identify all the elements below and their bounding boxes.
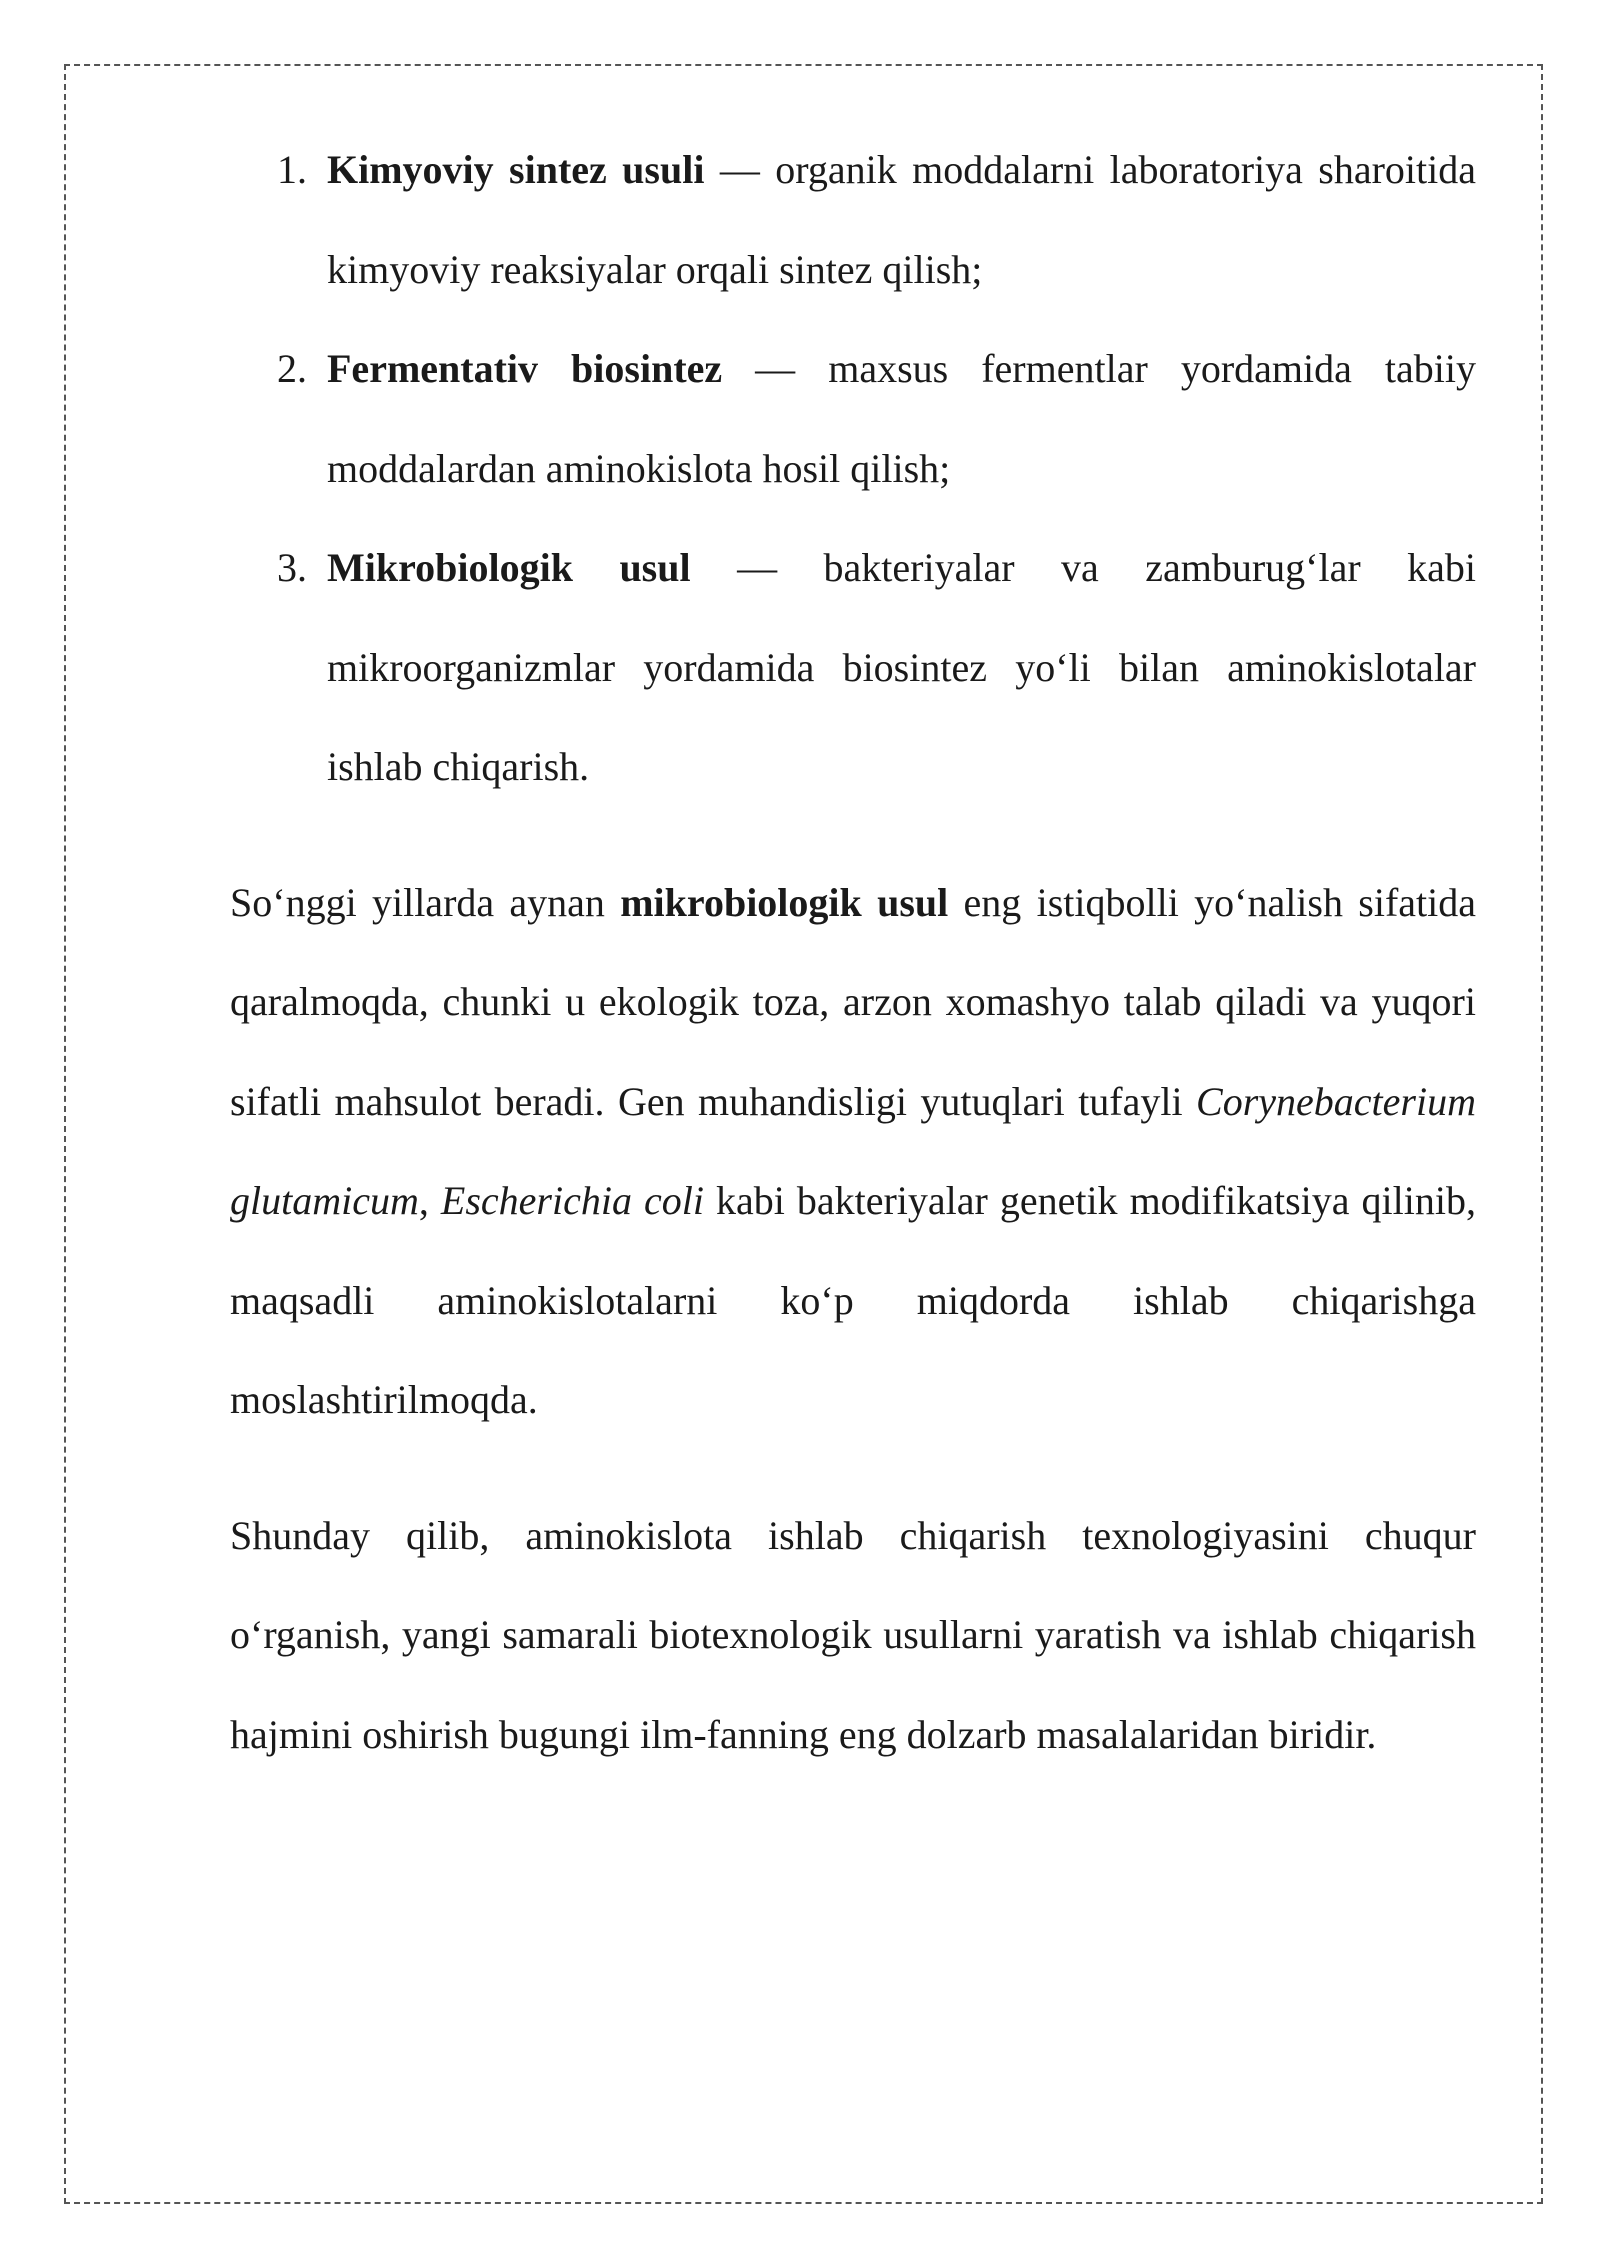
paragraph-ending: kabi bakteriyalar genetik modifikatsiya qilinib, maqsadli aminokislotalarni ko‘p miqdorda ishlab chiqarishga moslashtirilmoqda. <box>230 1178 1476 1422</box>
method-description: organik moddalarni laboratoriya sharoitida kimyoviy reaksiyalar orqali sintez qilish; <box>327 147 1477 292</box>
emphasis-text: mikrobiologik usul <box>620 879 949 925</box>
species-name: Corynebacterium glutamicum <box>230 1078 1476 1223</box>
list-number: 1. <box>277 147 307 192</box>
em-dash: — <box>704 147 776 192</box>
method-description: maxsus fermentlar yordamida tabiiy moddalardan aminokislota hosil qilish; <box>327 346 1476 491</box>
paragraph-conclusion: Shunday qilib, aminokislota ishlab chiqarish texnologiyasini chuqur o‘rganish, yangi samarali biotexnologik usullarni yaratish va ishlab chiqarish hajmini oshirish bugungi ilm-fanning eng dolzarb masalalaridan biridir. <box>230 1512 1476 1757</box>
list-number: 2. <box>277 346 307 391</box>
paragraph-microbiological <box>230 853 1476 1450</box>
list-number: 3. <box>277 545 307 590</box>
em-dash: — <box>722 346 829 391</box>
paragraph-intro: So‘nggi yillarda aynan <box>230 879 621 925</box>
document-body <box>230 120 1476 1784</box>
methods-list <box>230 120 1476 817</box>
list-item <box>230 518 1476 817</box>
list-item <box>230 120 1476 319</box>
list-item <box>230 319 1476 518</box>
method-description: bakteriyalar va zamburug‘lar kabi mikroorganizmlar yordamida biosintez yo‘li bilan aminokislotalar ishlab chiqarish. <box>327 545 1476 789</box>
species-name: Escherichia coli <box>440 1178 704 1223</box>
method-name: Mikrobiologik usul <box>327 545 691 590</box>
separator: , <box>418 1178 441 1223</box>
method-name: Kimyoviy sintez usuli <box>327 147 705 192</box>
em-dash: — <box>690 545 824 590</box>
method-name: Fermentativ biosintez <box>327 346 723 391</box>
paragraph-middle: eng istiqbolli yo‘nalish sifatida qaralmoqda, chunki u ekologik toza, arzon xomashyo talab qiladi va yuqori sifatli mahsulot beradi. Gen muhandisligi yutuqlari tufayli <box>230 879 1477 1124</box>
